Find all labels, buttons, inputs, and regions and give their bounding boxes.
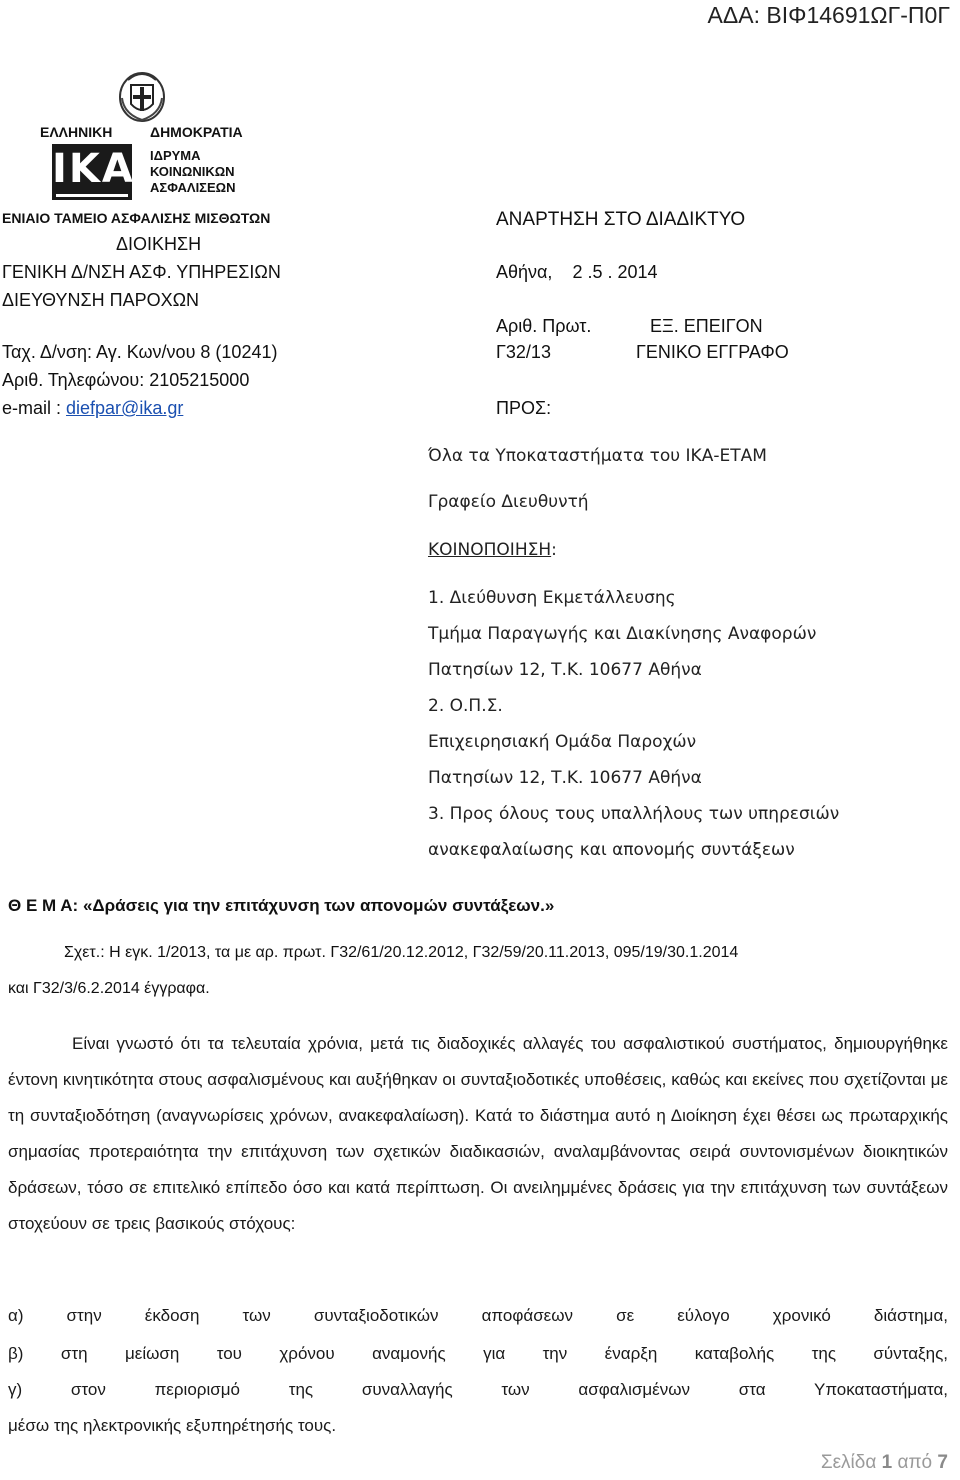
cc-heading — [428, 540, 557, 560]
reference-line-2: και Γ32/3/6.2.2014 έγγραφα. — [8, 980, 210, 997]
email-link[interactable]: diefpar@ika.gr — [66, 398, 184, 418]
cc-line-7: 3. Προς όλους τους υπαλλήλους των υπηρεσιών — [428, 804, 840, 824]
cc-line-4: 2. Ο.Π.Σ. — [428, 696, 503, 716]
sender-address: Ταχ. Δ/νση: Αγ. Κων/νου 8 (10241) — [2, 342, 278, 362]
page-of-word: από — [897, 1452, 933, 1473]
page-indicator — [821, 1452, 948, 1474]
document-date: Αθήνα, 2 .5 . 2014 — [496, 262, 658, 282]
email-label: e-mail : — [2, 398, 67, 418]
greek-emblem-icon — [118, 68, 166, 122]
goal-item-b: β) στη μείωση του χρόνου αναμονής για την έναρξη καταβολής της σύνταξης, — [8, 1344, 948, 1363]
page-word: Σελίδα — [820, 1452, 877, 1473]
cc-line-3: Πατησίων 12, Τ.Κ. 10677 Αθήνα — [428, 660, 702, 680]
reference-line-1: Σχετ.: Η εγκ. 1/2013, τα με αρ. πρωτ. Γ32/61/20.12.2012, Γ32/59/20.11.2013, 095/19/30.1.2014 — [64, 944, 739, 961]
ika-logo — [52, 144, 135, 200]
subject-text: «Δράσεις για την επιτάχυνση των απονομών συντάξεων.» — [82, 896, 555, 915]
posting-notice: ΑΝΑΡΤΗΣΗ ΣΤΟ ΔΙΑΔΙΚΤΥΟ — [496, 209, 746, 230]
cc-line-2: Τμήμα Παραγωγής και Διακίνησης Αναφορών — [428, 624, 817, 644]
ika-letters: IKA — [52, 146, 135, 192]
ika-org-line-3: ΑΣΦΑΛΙΣΕΩΝ — [150, 180, 236, 195]
document-type: ΓΕΝΙΚΟ ΕΓΓΡΑΦΟ — [636, 342, 789, 362]
sender-admin: ΔΙΟΙΚΗΣΗ — [116, 234, 202, 254]
body-paragraph — [8, 1026, 948, 1242]
sender-org: ΕΝΙΑΙΟ ΤΑΜΕΙΟ ΑΣΦΑΛΙΣΗΣ ΜΙΣΘΩΤΩΝ — [2, 210, 271, 226]
page-total: 7 — [937, 1452, 948, 1473]
ika-org-name — [150, 148, 235, 196]
ika-org-line-1: ΙΔΡΥΜΑ — [150, 148, 201, 163]
logo-underline — [56, 194, 128, 197]
sender-email-line — [2, 398, 183, 418]
sender-directorate: ΔΙΕΥΘΥΝΣΗ ΠΑΡΟΧΩΝ — [2, 290, 200, 310]
cc-line-5: Επιχειρησιακή Ομάδα Παροχών — [428, 732, 697, 752]
protocol-number: Γ32/13 — [496, 342, 551, 362]
to-label: ΠΡΟΣ: — [496, 398, 552, 418]
goal-item-c: γ) στον περιορισμό της συναλλαγής των ασφαλισμένων στα Υποκαταστήματα, — [8, 1380, 948, 1399]
goal-item-c-continued: μέσω της ηλεκτρονικής εξυπηρέτησής τους. — [8, 1416, 337, 1435]
protocol-label: Αριθ. Πρωτ. — [496, 316, 592, 336]
cc-line-1: 1. Διεύθυνση Εκμετάλλευσης — [428, 588, 676, 608]
sender-general-dir: ΓΕΝΙΚΗ Δ/ΝΣΗ ΑΣΦ. ΥΠΗΡΕΣΙΩΝ — [2, 262, 281, 282]
recipient-branches: Όλα τα Υποκαταστήματα του ΙΚΑ-ΕΤΑΜ — [428, 446, 767, 466]
ika-org-line-2: ΚΟΙΝΩΝΙΚΩΝ — [150, 164, 235, 179]
body-paragraph-text: Είναι γνωστό ότι τα τελευταία χρόνια, μετά τις διαδοχικές αλλαγές του ασφαλιστικού συστήματος, δημιουργήθηκε έντονη κινητικότητα στους ασφαλισμένους και αυξήθηκαν οι συνταξιοδοτικές υποθέσεις, καθώς και εκείνες που σχετίζονται με τη συνταξιοδότηση (αναγνωρίσεις χρόνων, ανακεφαλαίωση). Κατά το διάστημα αυτό η Διοίκηση έχει θέσει ως πρωταρχικής σημασίας προτεραιότητα την επιτάχυνση των σχετικών διαδικασιών, αναλαμβάνοντας σειρά συντονισμένων διοικητικών δράσεων, τόσο σε επιτελικό επίπεδο όσο και κατά περίπτωση. Οι ανειλημμένες δράσεις για την επιτάχυνση των συντάξεων στοχεύουν σε τρεις βασικούς στόχους: — [8, 1034, 948, 1233]
sender-phone: Αριθ. Τηλεφώνου: 2105215000 — [2, 370, 250, 390]
recipient-director-office: Γραφείο Διευθυντή — [428, 492, 589, 512]
urgency-label: ΕΞ. ΕΠΕΙΓΟΝ — [650, 316, 763, 336]
page-current: 1 — [881, 1452, 893, 1473]
goal-item-a: α) στην έκδοση των συνταξιοδοτικών αποφάσεων σε εύλογο χρονικό διάστημα, — [8, 1306, 948, 1325]
subject-label: Θ Ε Μ Α: — [8, 896, 83, 915]
cc-label: ΚΟΙΝΟΠΟΙΗΣΗ — [428, 540, 552, 560]
ada-code: ΑΔΑ: ΒΙΦ14691ΩΓ-Π0Γ — [707, 2, 950, 28]
subject-line — [8, 896, 554, 916]
cc-line-6: Πατησίων 12, Τ.Κ. 10677 Αθήνα — [428, 768, 702, 788]
republic-line-2: ΔΗΜΟΚΡΑΤΙΑ — [150, 124, 243, 140]
cc-colon: : — [551, 540, 557, 560]
republic-line-1: ΕΛΛΗΝΙΚΗ — [40, 124, 113, 140]
cc-line-8: ανακεφαλαίωσης και απονομής συντάξεων — [428, 840, 795, 860]
